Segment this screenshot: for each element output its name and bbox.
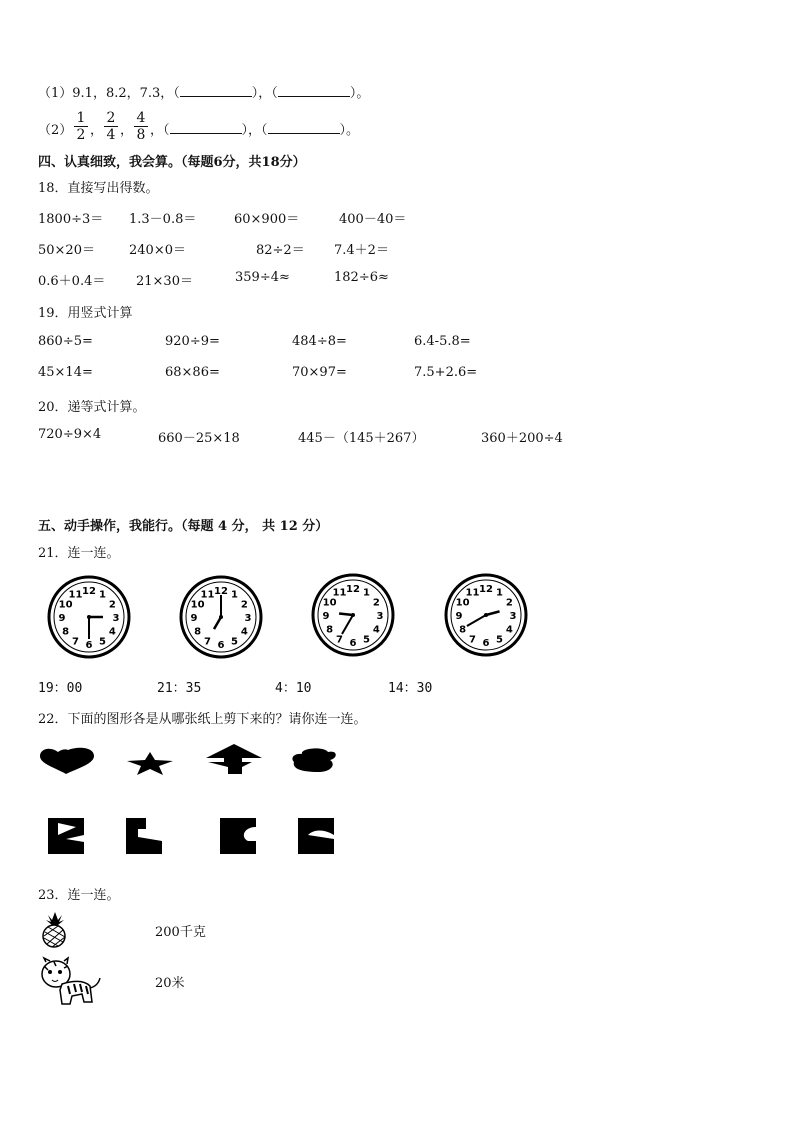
seq2-separator: ），（ [241, 123, 268, 138]
cut-shapes-row [38, 740, 358, 780]
question-19-title: 19．用竖式计算 [38, 306, 133, 321]
sequence-question-1 [38, 82, 369, 101]
clock-number: 3 [509, 611, 517, 622]
denominator: 8 [136, 127, 146, 143]
arithmetic-item: 240×0＝ [129, 243, 186, 258]
clock-number: 4 [108, 626, 116, 638]
arithmetic-item: 1.3－0.8＝ [129, 212, 197, 227]
clock-icon [178, 574, 264, 660]
tree-shape [206, 744, 262, 774]
cloud-shape [292, 748, 335, 772]
answer-blank[interactable] [268, 121, 340, 134]
fraction [134, 110, 148, 143]
clock-icon [443, 572, 529, 658]
paper-2 [126, 818, 162, 854]
time-label: 14：30 [388, 681, 433, 696]
clock-number: 10 [322, 597, 337, 609]
question-21-title: 21．连一连。 [38, 546, 120, 561]
clock-number: 9 [58, 613, 66, 624]
clock-number: 5 [363, 634, 370, 646]
denominator: 2 [76, 127, 86, 143]
clock-number: 4 [505, 624, 513, 636]
section-four-heading: 四、认真细致，我会算。（每题6分，共18分） [38, 155, 306, 170]
clock-number: 3 [244, 613, 252, 624]
time-label: 21：35 [157, 681, 202, 696]
clock-number: 7 [204, 636, 211, 648]
vertical-calc-item: 860÷5= [38, 334, 93, 349]
seq1-end: ）。 [349, 86, 370, 101]
denominator: 4 [106, 127, 116, 143]
clock-number: 11 [200, 589, 215, 601]
clock-number: 2 [108, 599, 116, 611]
answer-blank[interactable] [170, 121, 242, 134]
clock-number: 3 [376, 611, 384, 622]
vertical-calc-item: 920÷9= [165, 334, 220, 349]
numerator: 4 [134, 110, 148, 127]
arithmetic-item: 359÷4≈ [235, 270, 290, 285]
seq2-open: ，（ [150, 123, 170, 138]
paper-3 [220, 818, 256, 854]
clock-number: 8 [326, 624, 334, 636]
clock-number: 6 [349, 638, 357, 649]
star-shape [127, 752, 173, 775]
clock-number: 5 [496, 634, 503, 646]
answer-blank[interactable] [180, 84, 252, 97]
paper-4 [298, 818, 334, 854]
step-calc-item: 660－25×18 [158, 431, 240, 446]
clock-number: 10 [58, 599, 73, 611]
clock-number: 7 [336, 634, 343, 646]
question-23-title: 23．连一连。 [38, 888, 120, 903]
seq2-label: （2） [38, 123, 73, 138]
clock-number: 8 [459, 624, 467, 636]
numerator: 2 [104, 110, 118, 127]
clock-icon [310, 572, 396, 658]
fraction [74, 110, 88, 143]
comma: ， [90, 123, 104, 138]
clock-number: 12 [82, 586, 96, 597]
clock-number: 12 [346, 584, 360, 595]
clock-number: 4 [372, 624, 380, 636]
weight-label: 200千克 [155, 925, 206, 940]
step-calc-item: 720÷9×4 [38, 427, 102, 442]
heart-shape [40, 748, 94, 774]
section-five-heading: 五、动手操作，我能行。（每题 4 分， 共 12 分） [38, 519, 329, 534]
clock-number: 1 [496, 587, 503, 599]
clock-number: 5 [99, 636, 106, 648]
paper-sheets-row [38, 815, 358, 857]
comma: ， [120, 123, 134, 138]
hour-hand [339, 614, 353, 615]
clock-number: 4 [240, 626, 248, 638]
length-label: 20米 [155, 976, 185, 991]
clock-number: 8 [62, 626, 70, 638]
clock-icon [46, 574, 132, 660]
time-label: 19：00 [38, 681, 83, 696]
vertical-calc-item: 6.4-5.8= [414, 334, 471, 349]
clock-number: 2 [240, 599, 248, 611]
fraction [104, 110, 118, 143]
vertical-calc-item: 70×97= [292, 365, 347, 380]
arithmetic-item: 400－40＝ [339, 212, 407, 227]
vertical-calc-item: 7.5+2.6= [414, 365, 478, 380]
arithmetic-item: 60×900＝ [234, 212, 300, 227]
step-calc-item: 360＋200÷4 [481, 431, 563, 446]
clock-number: 8 [194, 626, 202, 638]
question-18-title: 18．直接写出得数。 [38, 181, 159, 196]
clock-number: 9 [190, 613, 198, 624]
clock-number: 11 [332, 587, 347, 599]
arithmetic-item: 7.4＋2＝ [334, 243, 389, 258]
arithmetic-item: 0.6＋0.4＝ [38, 274, 106, 289]
clock-number: 2 [505, 597, 513, 609]
paper-1 [48, 818, 84, 854]
clock-number: 1 [231, 589, 238, 601]
clock-number: 2 [372, 597, 380, 609]
arithmetic-item: 1800÷3＝ [38, 212, 104, 227]
arithmetic-item: 50×20＝ [38, 243, 95, 258]
time-label: 4：10 [275, 681, 312, 696]
clock-number: 6 [482, 638, 490, 649]
clock-number: 10 [455, 597, 470, 609]
clock-number: 5 [231, 636, 238, 648]
pineapple-icon [38, 910, 72, 948]
numerator: 1 [74, 110, 88, 127]
clock-number: 3 [112, 613, 120, 624]
question-22-title: 22．下面的图形各是从哪张纸上剪下来的？请你连一连。 [38, 712, 367, 727]
clock-number: 1 [99, 589, 106, 601]
clock-number: 6 [217, 640, 225, 651]
question-20-title: 20．递等式计算。 [38, 400, 146, 415]
vertical-calc-item: 45×14= [38, 365, 93, 380]
clock-number: 11 [465, 587, 480, 599]
seq2-end: ）。 [339, 123, 360, 138]
clock-number: 6 [85, 640, 93, 651]
clock-number: 10 [190, 599, 205, 611]
arithmetic-item: 21×30＝ [136, 274, 193, 289]
seq1-label: （1）9.1，8.2，7.3，（ [38, 86, 180, 101]
vertical-calc-item: 484÷8= [292, 334, 347, 349]
clock-number: 9 [455, 611, 463, 622]
clock-number: 12 [479, 584, 493, 595]
step-calc-item: 445－（145＋267） [298, 431, 425, 446]
answer-blank[interactable] [278, 84, 350, 97]
arithmetic-item: 182÷6≈ [334, 270, 389, 285]
vertical-calc-item: 68×86= [165, 365, 220, 380]
clock-number: 7 [72, 636, 79, 648]
clock-number: 1 [363, 587, 370, 599]
clock-number: 7 [469, 634, 476, 646]
clock-number: 9 [322, 611, 330, 622]
seq1-separator: ），（ [251, 86, 278, 101]
tiger-icon [38, 956, 102, 1008]
clock-number: 11 [68, 589, 83, 601]
arithmetic-item: 82÷2＝ [256, 243, 305, 258]
clock-number: 12 [214, 586, 228, 597]
